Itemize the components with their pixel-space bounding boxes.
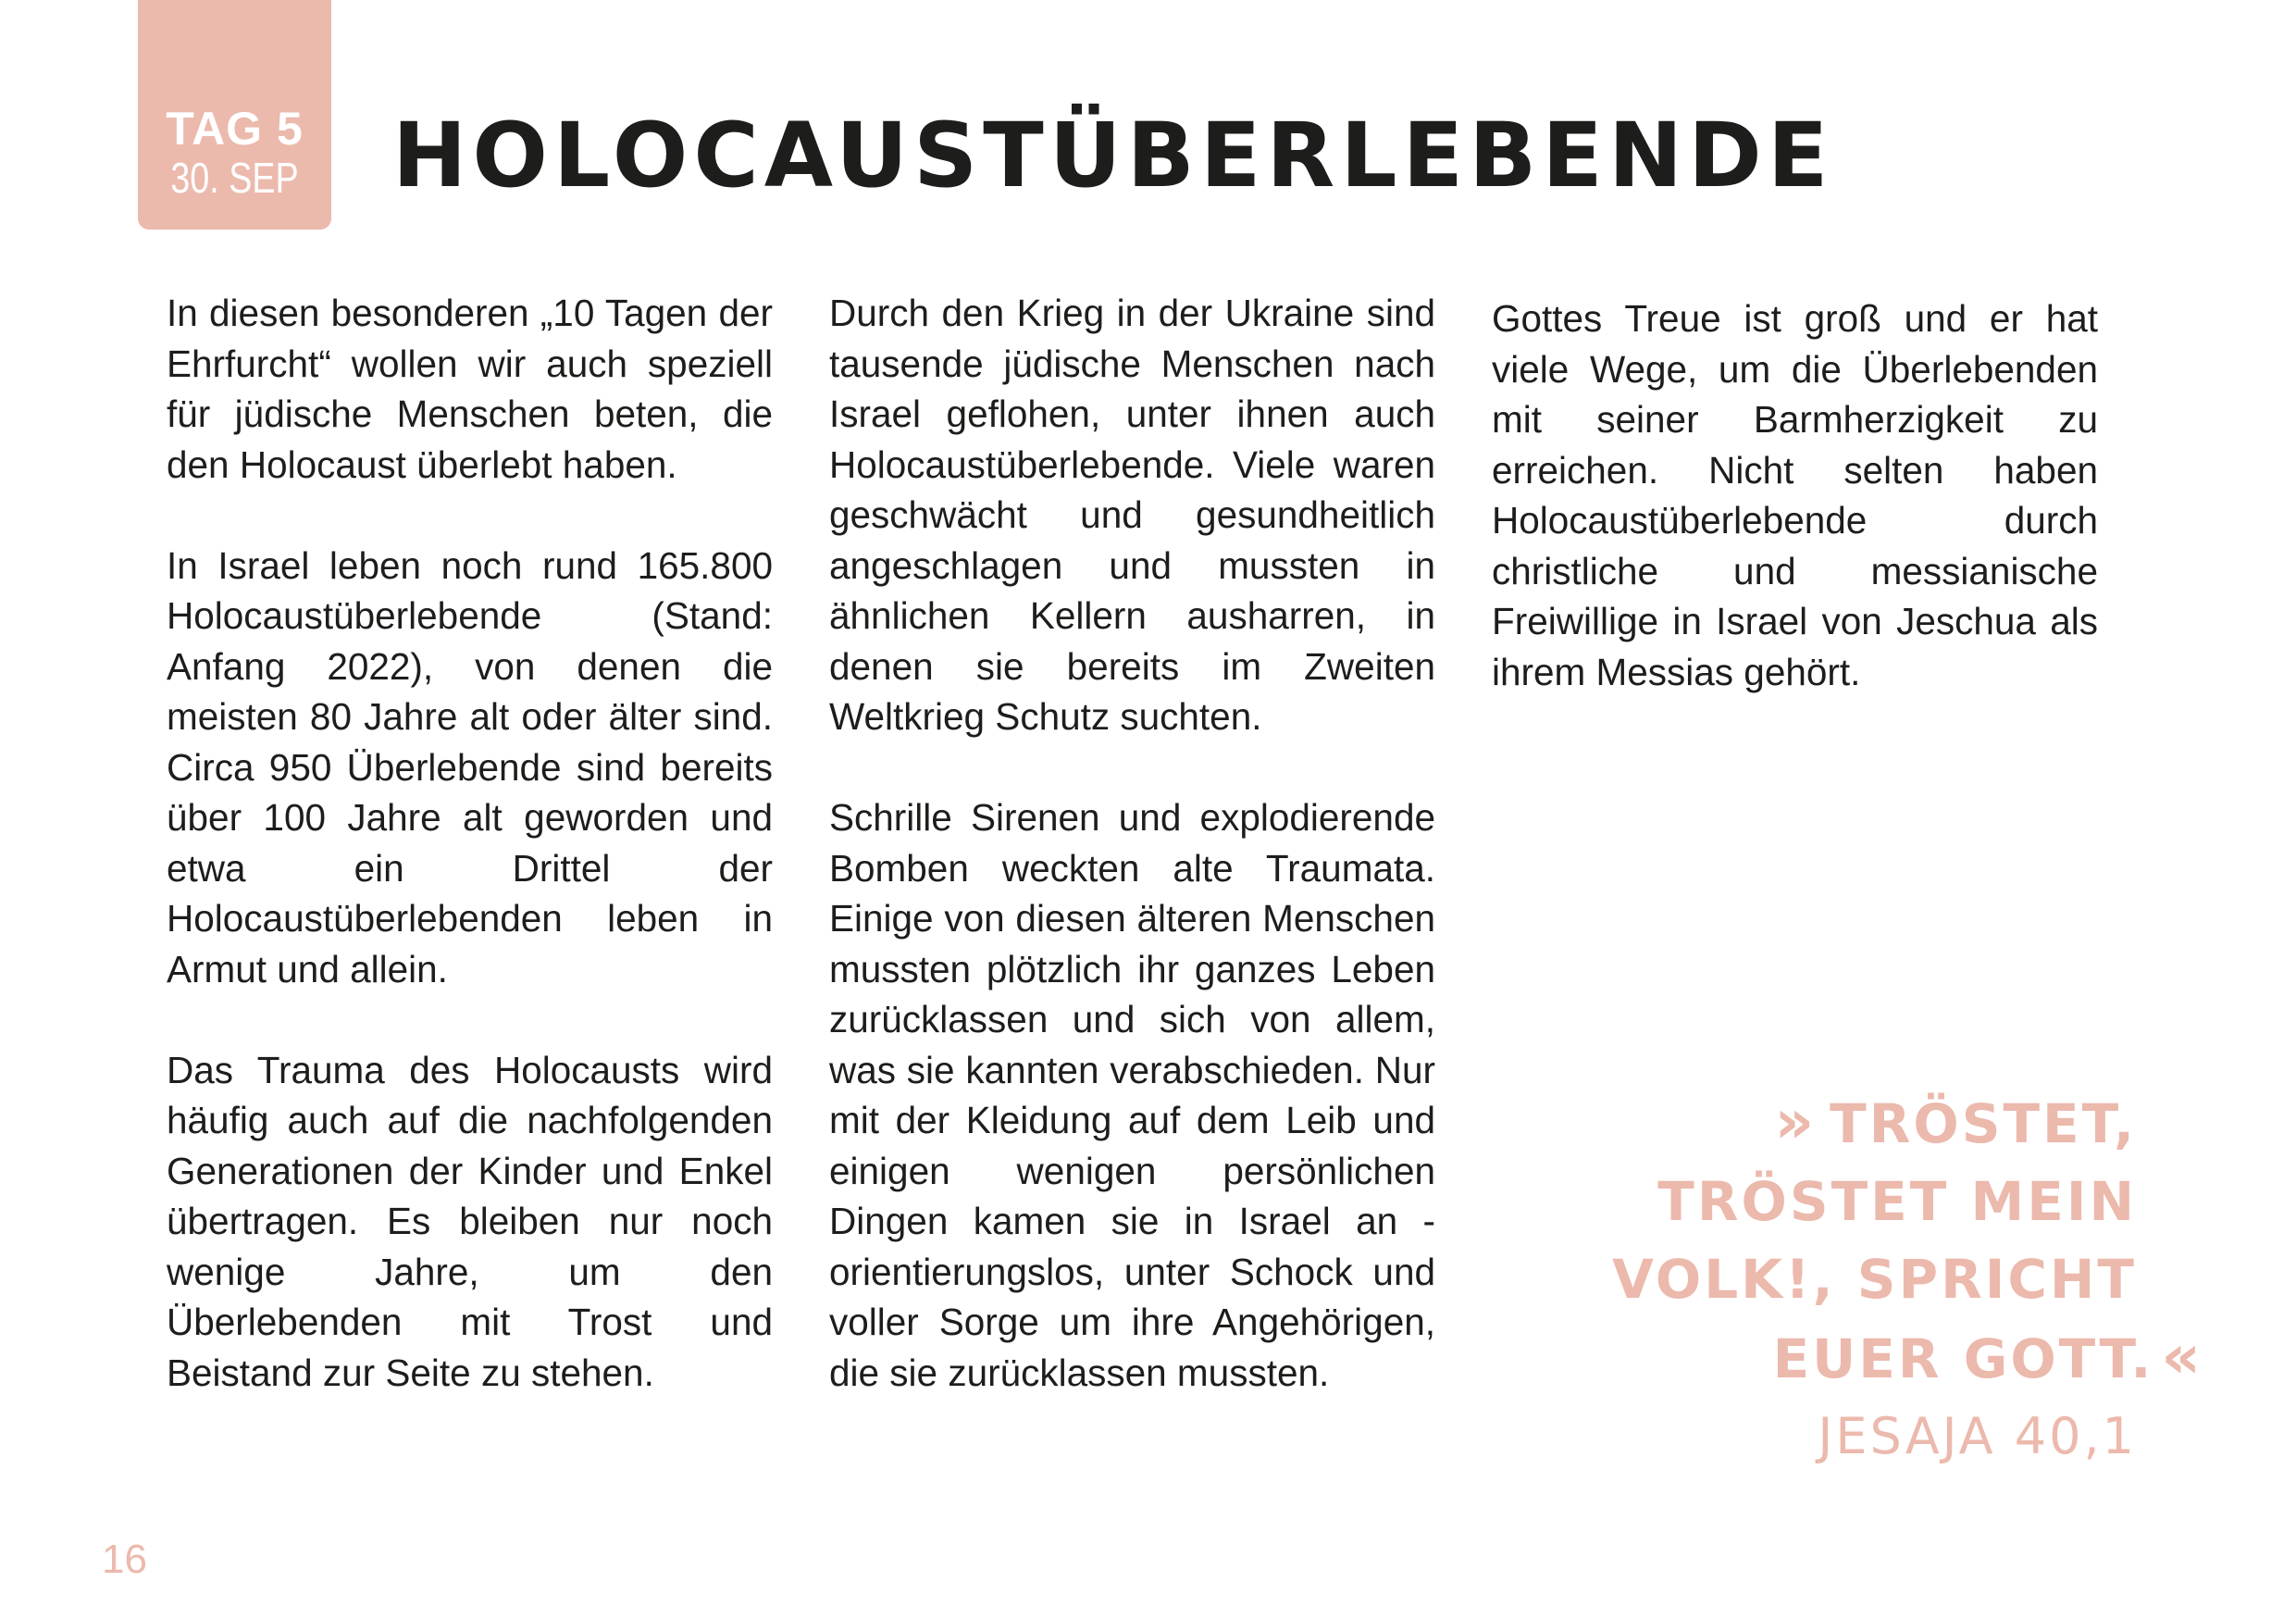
text-column-3	[1492, 293, 2098, 748]
quote-line	[1563, 1318, 2203, 1398]
quote-text: TRÖSTET,	[1830, 1092, 2137, 1155]
quote-line	[1563, 1083, 2137, 1163]
bible-quote	[1563, 1083, 2203, 1476]
quote-line	[1563, 1163, 2137, 1240]
paragraph: Schrille Sirenen und explodierende Bomben weckten alte Traumata. Einige von diesen älteren Menschen mussten plötzlich ihr ganzes Leben zurücklassen und sich von allem, was sie kannten verabschieden. Nur mit der Kleidung auf dem Leib und einigen wenigen persönlichen Dingen kamen sie in Israel an - orientierungslos, unter Schock und voller Sorge um ihre Angehörigen, die sie zurücklassen mussten.	[829, 796, 1435, 1394]
day-tab	[138, 0, 331, 230]
paragraph: In Israel leben noch rund 165.800 Holocaustüberlebende (Stand: Anfang 2022), von denen die meisten 80 Jahre alt oder älter sind. Circa 950 Überlebende sind bereits über 100 Jahre alt geworden und etwa ein Drittel der Holocaustüberlebenden leben in Armut und allein.	[167, 543, 773, 990]
text-column-1	[167, 288, 773, 1449]
text-column-2	[829, 288, 1435, 1449]
paragraph: Durch den Krieg in der Ukraine sind tausende jüdische Menschen nach Israel geflohen, unter ihnen auch Holocaustüberlebende. Viele waren geschwächt und gesundheitlich angeschlagen und mussten in ähnlichen Kellern ausharren, in denen sie bereits im Zweiten Weltkrieg Schutz suchten.	[829, 292, 1435, 738]
quote-line	[1563, 1240, 2137, 1318]
paragraph: In diesen besonderen „10 Tagen der Ehrfurcht“ wollen wir auch speziell für jüdische Menschen beten, die den Holocaust überlebt haben.	[167, 292, 773, 486]
paragraph: Das Trauma des Holocausts wird häufig auch auf die nachfolgenden Generationen der Kinder und Enkel übertragen. Es bleiben nur noch wenige Jahre, um den Überlebenden mit Trost und Beistand zur Seite zu stehen.	[167, 1048, 773, 1394]
day-date: 30. SEP	[170, 154, 299, 202]
quote-text: TRÖSTET MEIN	[1657, 1170, 2137, 1233]
day-label: TAG 5	[166, 103, 304, 155]
quote-text: EUER GOTT.	[1772, 1327, 2154, 1390]
page-title: HOLOCAUSTÜBERLEBENDE	[392, 104, 1834, 207]
quote-text: VOLK!, SPRICHT	[1612, 1248, 2137, 1311]
paragraph: Gottes Treue ist groß und er hat viele Wege, um die Überlebenden mit seiner Barmherzigkeit zu erreichen. Nicht selten haben Holocaustüberlebende durch christliche und messianische Freiwillige in Israel von Jeschua als ihrem Messias gehört.	[1492, 297, 2098, 693]
page-number: 16	[102, 1537, 147, 1582]
quote-close-icon: «	[2161, 1321, 2203, 1392]
quote-open-icon: »	[1774, 1086, 1818, 1157]
quote-source: JESAJA 40,1	[1818, 1407, 2137, 1465]
